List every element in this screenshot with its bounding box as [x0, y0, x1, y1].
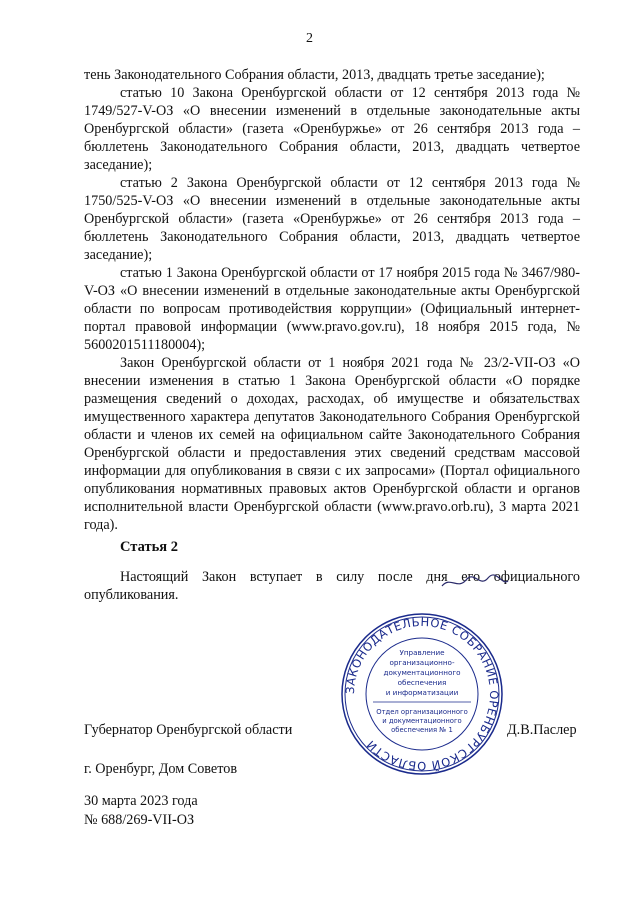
signing-date: 30 марта 2023 года	[84, 793, 198, 809]
article-text: Настоящий Закон вступает в силу после дня его официального опубликования.	[84, 569, 580, 603]
seal-inner-line: организационно-	[389, 658, 455, 667]
seal-inner-line: обеспечения	[397, 678, 447, 687]
seal-bottom-line: Отдел организационного	[376, 708, 468, 716]
seal-bottom-line: обеспечения № 1	[391, 726, 453, 734]
law-number: № 688/269-VII-ОЗ	[84, 812, 195, 828]
signing-place: г. Оренбург, Дом Советов	[84, 761, 238, 777]
page-number: 2	[306, 31, 313, 46]
article-heading: Статья 2	[120, 539, 178, 555]
official-seal	[339, 611, 505, 777]
signature-position: Губернатор Оренбургской области	[84, 722, 293, 738]
seal-inner-line: документационного	[383, 668, 461, 677]
seal-inner-line: Управление	[399, 648, 445, 657]
paragraph-law-2021: Закон Оренбургской области от 1 ноября 2021 года № 23/2-VII-ОЗ «О внесении изменения в статью 1 Закона Оренбургской области «О порядке размещения сведений о доходах, расходах, об имуществе и обязательствах имущественного характера депутатов Законодательного Собрания Оренбургской области и членов их семей на официальном сайте Законодательного Собрания Оренбургской области и предоставления этих сведений средствам массовой информации для опубликования в связи с их запросами» (Портал официального опубликования нормативных правовых актов Оренбургской области и органов исполнительной власти Оренбургской области (www.pravo.orb.ru), 3 марта 2021 года).	[84, 355, 580, 533]
seal-ring-text: ЗАКОНОДАТЕЛЬНОЕ СОБРАНИЕ ОРЕНБУРГСКОЙ ОБЛАСТИ	[342, 614, 502, 774]
seal-bottom-line: и документационного	[382, 717, 462, 725]
paragraph-article-2: статью 2 Закона Оренбургской области от 12 сентября 2013 года № 1750/525-V-ОЗ «О внесении изменений в отдельные законодательные акты Оренбургской области» (газета «Оренбуржье» от 26 сентября 2013 года – бюллетень Законодательного Собрания области, 2013, двадцать четвертое заседание);	[84, 175, 580, 263]
signature-name: Д.В.Паслер	[507, 722, 577, 738]
seal-inner-line: и информатизации	[385, 688, 459, 697]
paragraph-article-10: статью 10 Закона Оренбургской области от 12 сентября 2013 года № 1749/527-V-ОЗ «О внесении изменений в отдельные законодательные акты Оренбургской области» (газета «Оренбуржье» от 26 сентября 2013 года – бюллетень Законодательного Собрания области, 2013, двадцать четвертое заседание);	[84, 85, 580, 173]
paragraph-article-1: статью 1 Закона Оренбургской области от 17 ноября 2015 года № 3467/980-V-ОЗ «О внесении изменений в отдельные законодательные акты Оренбургской области по вопросам противодействия коррупции» (Официальный интернет-портал правовой информации (www.pravo.gov.ru), 18 ноября 2015 года, № 5600201511180004);	[84, 265, 580, 353]
handwritten-signature	[440, 572, 510, 592]
paragraph-continuation: тень Законодательного Собрания области, 2013, двадцать третье заседание);	[84, 67, 545, 83]
